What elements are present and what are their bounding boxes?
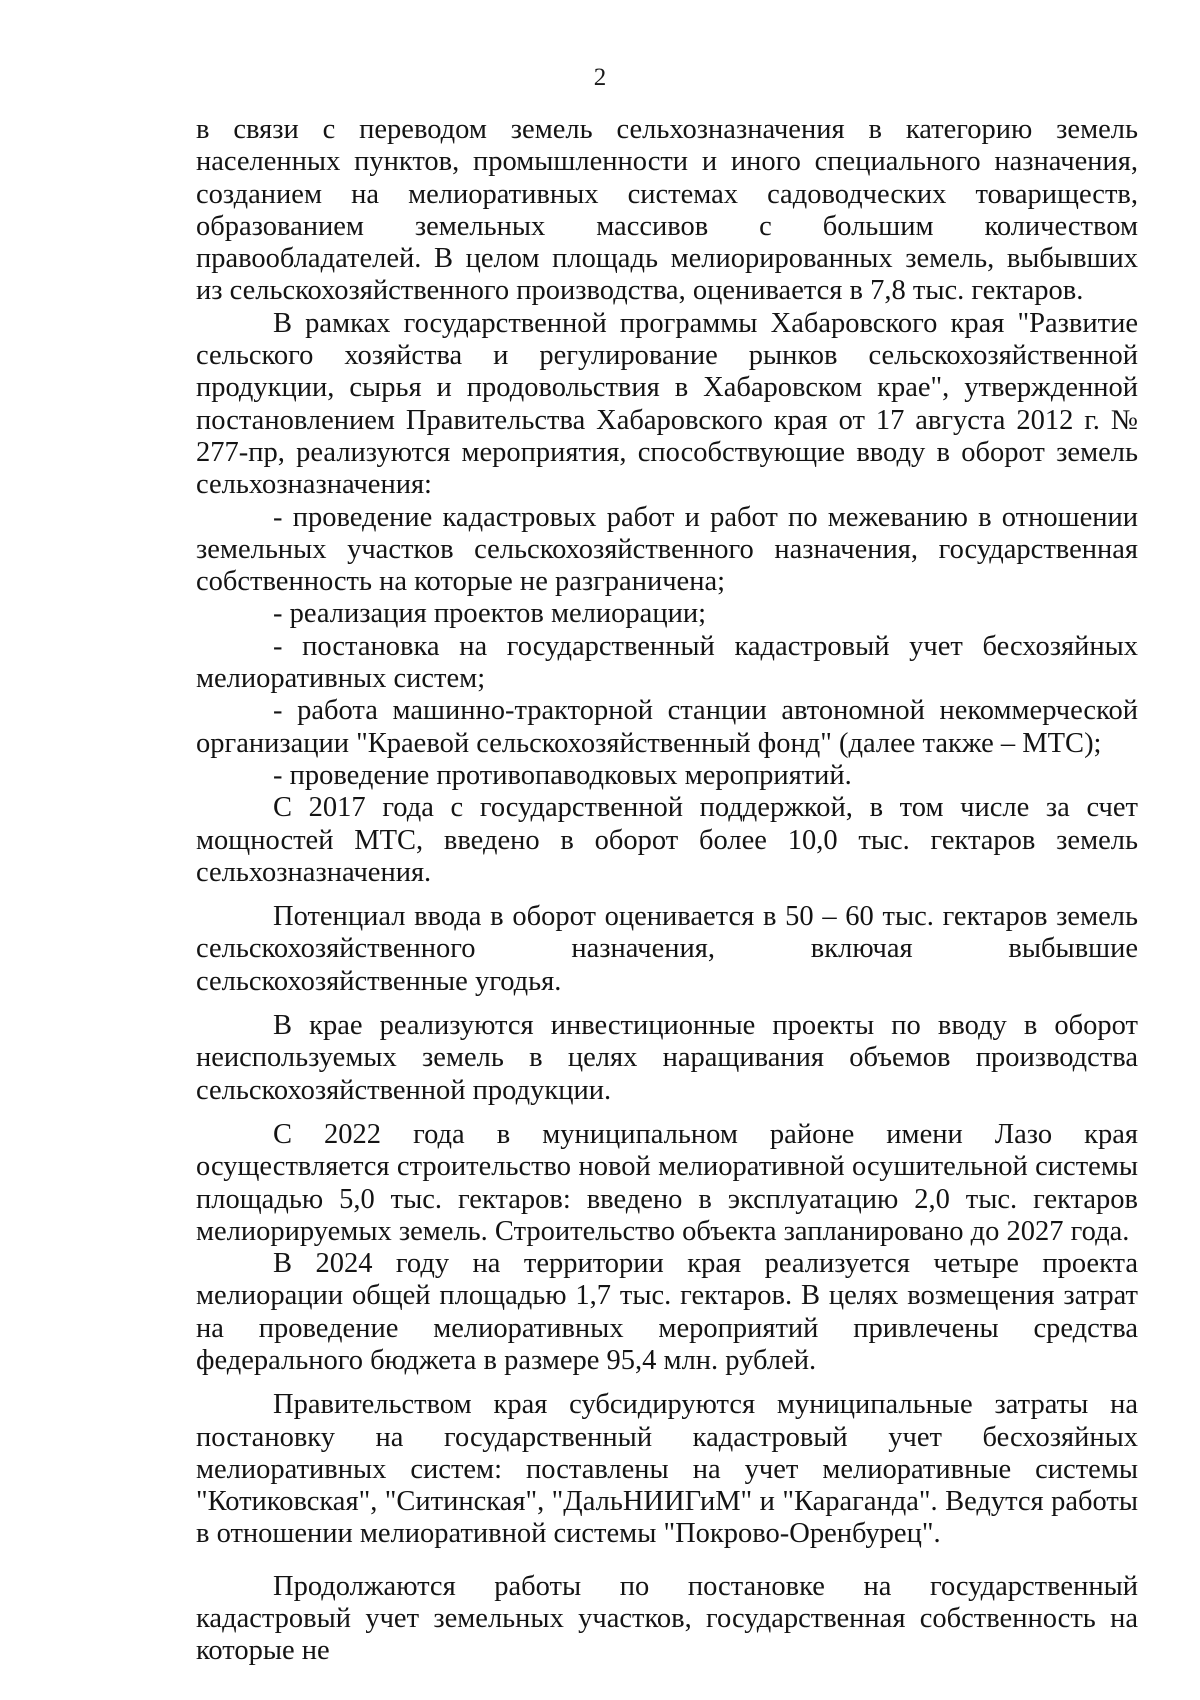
paragraph-land-withdrawal: в связи с переводом земель сельхозназначения в категорию земель населенных пунктов, промышленности и иного специального назначения, созданием на мелиоративных системах садоводческих товариществ, образованием земельных массивов с большим количеством правообладателей. В целом площадь мелиорированных земель, выбывших из сельскохозяйственного производства, оценивается в 7,8 тыс. гектаров. (196, 114, 1138, 307)
paragraph-subsidies: Правительством края субсидируются муниципальные затраты на постановку на государственный кадастровый учет бесхозяйных мелиоративных систем: поставлены на учет мелиоративные системы "Котиковская", "Ситинская", "ДальНИИГиМ" и "Караганда". Ведутся работы в отношении мелиоративной системы "Покрово-Оренбурец". (196, 1389, 1138, 1550)
paragraph-continued-works: Продолжаются работы по постановке на государственный кадастровый учет земельных участков, государственная собственность на которые не (196, 1570, 1138, 1667)
paragraph-potential: Потенциал ввода в оборот оценивается в 50 – 60 тыс. гектаров земель сельскохозяйственного назначения, включая выбывшие сельскохозяйственные угодья. (196, 901, 1138, 997)
list-item-flood-control: - проведение противопаводковых мероприятий. (273, 759, 852, 791)
list-item-ownerless-systems: - постановка на государственный кадастровый учет бесхозяйных мелиоративных систем; (196, 630, 1138, 695)
list-item-cadastral-works: - проведение кадастровых работ и работ по межеванию в отношении земельных участков сельскохозяйственного назначения, государственная собственность на которые не разграничена; (196, 501, 1138, 598)
document-body (196, 114, 1138, 1668)
paragraph-2024: В 2024 году на территории края реализуется четыре проекта мелиорации общей площадью 1,7 тыс. гектаров. В целях возмещения затрат на проведение мелиоративных мероприятий привлечены средства федерального бюджета в размере 95,4 млн. рублей. (196, 1248, 1138, 1376)
paragraph-since-2022: С 2022 года в муниципальном районе имени Лазо края осуществляется строительство новой мелиоративной осушительной системы площадью 5,0 тыс. гектаров: введено в эксплуатацию 2,0 тыс. гектаров мелиорируемых земель. Строительство объекта запланировано до 2027 года. (196, 1118, 1138, 1247)
paragraph-state-program: В рамках государственной программы Хабаровского края "Развитие сельского хозяйства и регулирование рынков сельскохозяйственной продукции, сырья и продовольствия в Хабаровском крае", утвержденной постановлением Правительства Хабаровского края от 17 августа 2012 г. № 277-пр, реализуются мероприятия, способствующие вводу в оборот земель сельхозназначения: (196, 307, 1138, 501)
page-number: 2 (593, 64, 607, 91)
paragraph-investment-projects: В крае реализуются инвестиционные проекты по вводу в оборот неиспользуемых земель в целях наращивания объемов производства сельскохозяйственной продукции. (196, 1010, 1138, 1106)
paragraph-since-2017: С 2017 года с государственной поддержкой, в том числе за счет мощностей МТС, введено в оборот более 10,0 тыс. гектаров земель сельхозназначения. (196, 792, 1138, 888)
list-item-mts-station: - работа машинно-тракторной станции автономной некоммерческой организации "Краевой сельскохозяйственный фонд" (далее также – МТС); (196, 695, 1138, 759)
list-item-reclamation-projects: - реализация проектов мелиорации; (273, 598, 706, 630)
